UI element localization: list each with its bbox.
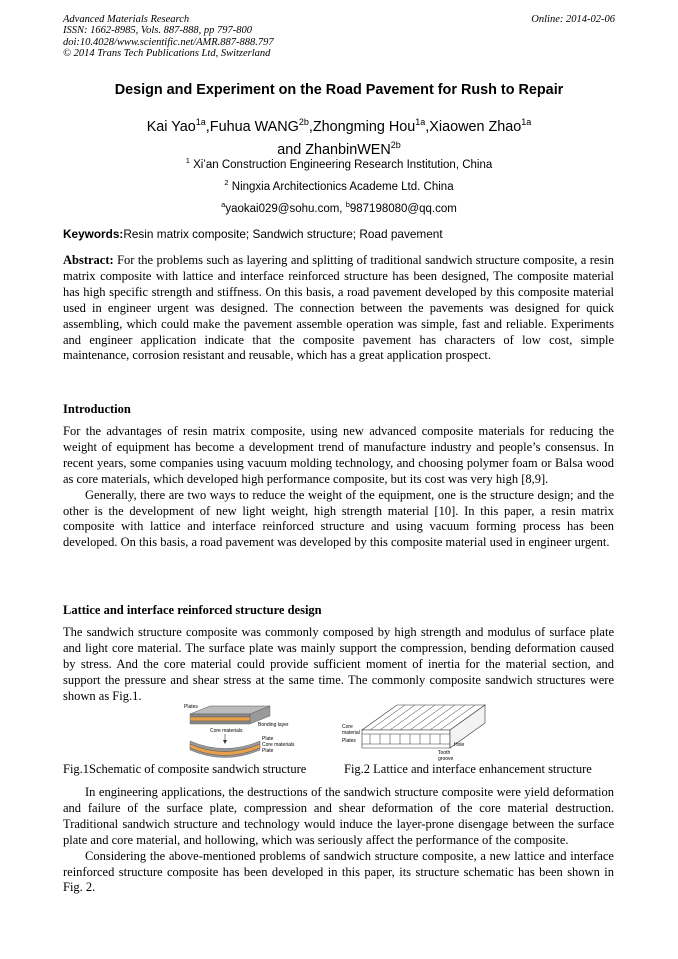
introduction-body bbox=[63, 424, 614, 551]
author-superscript: 2b bbox=[298, 117, 309, 127]
fig1-label: Bonding layer bbox=[258, 722, 289, 728]
emails bbox=[60, 200, 618, 215]
affiliation-text: Ningxia Architectionics Academe Ltd. China bbox=[228, 180, 454, 193]
fig1-label: Plates bbox=[184, 704, 198, 710]
abstract-label: Abstract: bbox=[63, 253, 114, 267]
keywords bbox=[63, 227, 443, 241]
author-name: ,Fuhua WANG bbox=[205, 118, 299, 135]
copyright-line: © 2014 Trans Tech Publications Ltd, Switzerland bbox=[63, 47, 271, 59]
author-name: Kai Yao bbox=[146, 118, 196, 135]
fig2-caption: Fig.2 Lattice and interface enhancement structure bbox=[344, 762, 592, 776]
paragraph: In engineering applications, the destructions of the sandwich structure composite were yield deformation and failure of the surface plate, compression and shear deformation of the core material destruction. Traditional sandwich structure and technology would induce the layer-prone disengage between the surface plate and core material, and hollowing, which was seriously affect the performance of the composite. bbox=[63, 785, 614, 847]
fig2-label: Hole bbox=[454, 742, 465, 748]
fig2-label: material bbox=[342, 730, 360, 736]
fig2-label: groove bbox=[438, 756, 454, 762]
section-heading-lattice: Lattice and interface reinforced structure design bbox=[63, 603, 322, 617]
fig1-label: Plate bbox=[262, 748, 274, 754]
author-name: and ZhanbinWEN bbox=[277, 141, 391, 158]
issn-line: ISSN: 1662-8985, Vols. 887-888, pp 797-800 bbox=[63, 25, 252, 37]
paragraph: Generally, there are two ways to reduce the weight of the equipment, one is the structure design; and the other is the development of new light weight, high strength material [10]. In this paper, a resin matrix composite with lattice and interface reinforced structure and using vacuum forming process has been developed. On this basis, a road pavement was developed by this composite material used in engineer urgent. bbox=[63, 487, 614, 550]
fig1-caption: Fig.1Schematic of composite sandwich structure bbox=[63, 762, 307, 776]
fig1-label: Core materials bbox=[262, 742, 295, 748]
fig2-label: Tooth bbox=[438, 750, 451, 756]
email-marker: a bbox=[221, 200, 226, 209]
affiliation-2 bbox=[60, 178, 618, 193]
paragraph: The sandwich structure composite was commonly composed by high strength and modulus of surface plate and light core material. The surface plate was mainly support the compression, bending deformation caused by stress. And the core material could provide sufficient moment of inertia for the material section, and support the pressure and shear stress at the same time. The commonly composite sandwich structures were shown as Fig.1. bbox=[63, 625, 614, 703]
abstract bbox=[63, 253, 614, 364]
fig1-sandwich-schematic bbox=[180, 704, 295, 761]
affiliation-text: Xi’an Construction Engineering Research Institution, China bbox=[189, 158, 493, 171]
fig2-label: Plates bbox=[342, 738, 356, 744]
author-superscript: 1a bbox=[415, 117, 426, 127]
keywords-text: Resin matrix composite; Sandwich structure; Road pavement bbox=[123, 227, 443, 241]
fig1-label: Plate bbox=[262, 736, 274, 742]
abstract-text: For the problems such as layering and splitting of traditional sandwich structure composite, a resin matrix composite with lattice and interface reinforced structure has been designed, The composite material has high specific strength and stiffness. On this basis, a road pavement developed by this composite material used in engineer urgent was designed. The connection between the pavements was designed for quick assembling, which could make the pavement assemble operation was simple, fast and reliable. Experiments and engineer application indicate that the composite pavement has characters of low cost, simple maintenance, corrosion resistant and reusable, which has a great application prospect. bbox=[63, 253, 614, 363]
lattice-body-1 bbox=[63, 625, 614, 705]
lattice-body-2 bbox=[63, 785, 614, 896]
paper-title: Design and Experiment on the Road Pavement for Rush to Repair bbox=[114, 82, 564, 98]
email-marker: b bbox=[345, 200, 350, 209]
email-link[interactable]: 987198080@qq.com bbox=[349, 202, 457, 215]
doi-line: doi:10.4028/www.scientific.net/AMR.887-888.797 bbox=[63, 36, 274, 48]
journal-header bbox=[63, 14, 274, 59]
keywords-label: Keywords: bbox=[63, 227, 124, 241]
online-date: Online: 2014-02-06 bbox=[531, 14, 615, 25]
journal-name: Advanced Materials Research bbox=[63, 14, 190, 25]
affiliation-number: 1 bbox=[185, 156, 190, 165]
email-link[interactable]: yaokai029@sohu.com, bbox=[225, 202, 346, 215]
author-superscript: 2b bbox=[390, 139, 401, 150]
paragraph: Considering the above-mentioned problems of sandwich structure composite, a new lattice and interface reinforced structure composite has been developed in this paper, its structure schematic has been shown in Fig. 2. bbox=[63, 848, 614, 895]
author-superscript: 1a bbox=[195, 117, 206, 127]
author-list bbox=[60, 113, 618, 159]
author-name: ,Xiaowen Zhao bbox=[425, 118, 522, 135]
author-superscript: 1a bbox=[521, 117, 532, 127]
paragraph: For the advantages of resin matrix composite, using new advanced composite materials for reducing the weight of equipment has become a development trend of manufacture industry and people’s consensus. In recent years, some companies using vacuum molding technology, and choosing polymer foam or Balsa wood as core materials, which developed high performance composite, but its cost was very high [8,9]. bbox=[63, 424, 614, 486]
affiliation-1 bbox=[60, 156, 618, 171]
affiliation-number: 2 bbox=[224, 178, 229, 187]
fig2-label: Core bbox=[342, 724, 353, 730]
fig2-lattice-structure bbox=[340, 700, 500, 762]
fig1-label: Core materials bbox=[210, 728, 243, 734]
author-name: ,Zhongming Hou bbox=[308, 118, 416, 135]
section-heading-introduction: Introduction bbox=[63, 402, 131, 416]
